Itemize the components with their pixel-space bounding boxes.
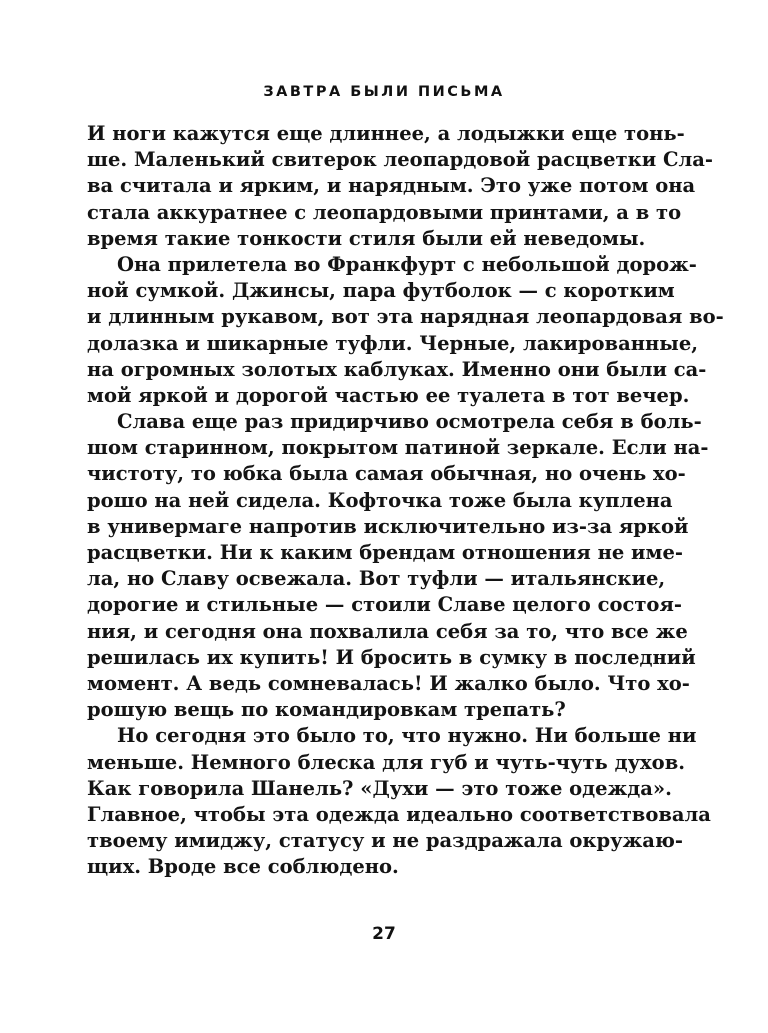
text-line: меньше. Немного блеска для губ и чуть-чуть духов. — [87, 750, 686, 774]
text-line: ния, и сегодня она похвалила себя за то, что все же — [87, 619, 688, 643]
body-text — [87, 121, 724, 880]
text-line: рошо на ней сидела. Кофточка тоже была куплена — [87, 488, 673, 512]
text-line: и длинным рукавом, вот эта нарядная леопардовая во- — [87, 305, 724, 329]
text-line: время такие тонкости стиля были ей неведомы. — [87, 226, 646, 250]
text-line: Как говорила Шанель? «Духи — это тоже одежда». — [87, 776, 672, 800]
text-line: И ноги кажутся еще длиннее, а лодыжки еще тонь- — [87, 122, 685, 145]
text-line: стала аккуратнее с леопардовыми принтами, а в то — [87, 200, 682, 224]
text-line: долазка и шикарные туфли. Черные, лакированные, — [87, 331, 699, 355]
text-line: ной сумкой. Джинсы, пара футболок — с коротким — [87, 279, 675, 303]
text-line: мой яркой и дорогой частью ее туалета в тот вечер. — [87, 383, 690, 407]
text-line: расцветки. Ни к каким брендам отношения не име- — [87, 541, 683, 564]
text-line: шом старинном, покрытом патиной зеркале. Если на- — [87, 436, 709, 460]
running-title: ЗАВТРА БЫЛИ ПИСЬМА — [263, 84, 505, 100]
text-line: рошую вещь по командировкам трепать? — [87, 698, 566, 722]
text-line: ла, но Славу освежала. Вот туфли — итальянские, — [87, 567, 666, 591]
text-line: Но сегодня это было то, что нужно. Ни больше ни — [117, 724, 697, 748]
text-line: на огромных золотых каблуках. Именно они были са- — [87, 357, 707, 381]
page-number: 27 — [372, 924, 396, 944]
text-line: ва считала и ярким, и нарядным. Это уже потом она — [87, 174, 696, 198]
text-line: ше. Маленький свитерок леопардовой расцветки Сла- — [87, 148, 713, 172]
text-line: Главное, чтобы эта одежда идеально соответствовала — [87, 802, 711, 826]
text-line: Слава еще раз придирчиво осмотрела себя в боль- — [117, 410, 702, 434]
text-line: дорогие и стильные — стоили Славе целого состоя- — [87, 593, 682, 617]
text-line: Она прилетела во Франкфурт с небольшой дорож- — [117, 252, 697, 276]
text-line: момент. А ведь сомневалась! И жалко было. Что хо- — [87, 671, 690, 695]
text-line: щих. Вроде все соблюдено. — [87, 855, 399, 879]
text-line: в универмаге напротив исключительно из-за яркой — [87, 514, 689, 538]
text-line: твоему имиджу, статусу и не раздражала окружаю- — [87, 829, 683, 853]
text-line: решилась их купить! И бросить в сумку в последний — [87, 645, 696, 669]
text-line: чистоту, то юбка была самая обычная, но очень хо- — [87, 462, 686, 486]
